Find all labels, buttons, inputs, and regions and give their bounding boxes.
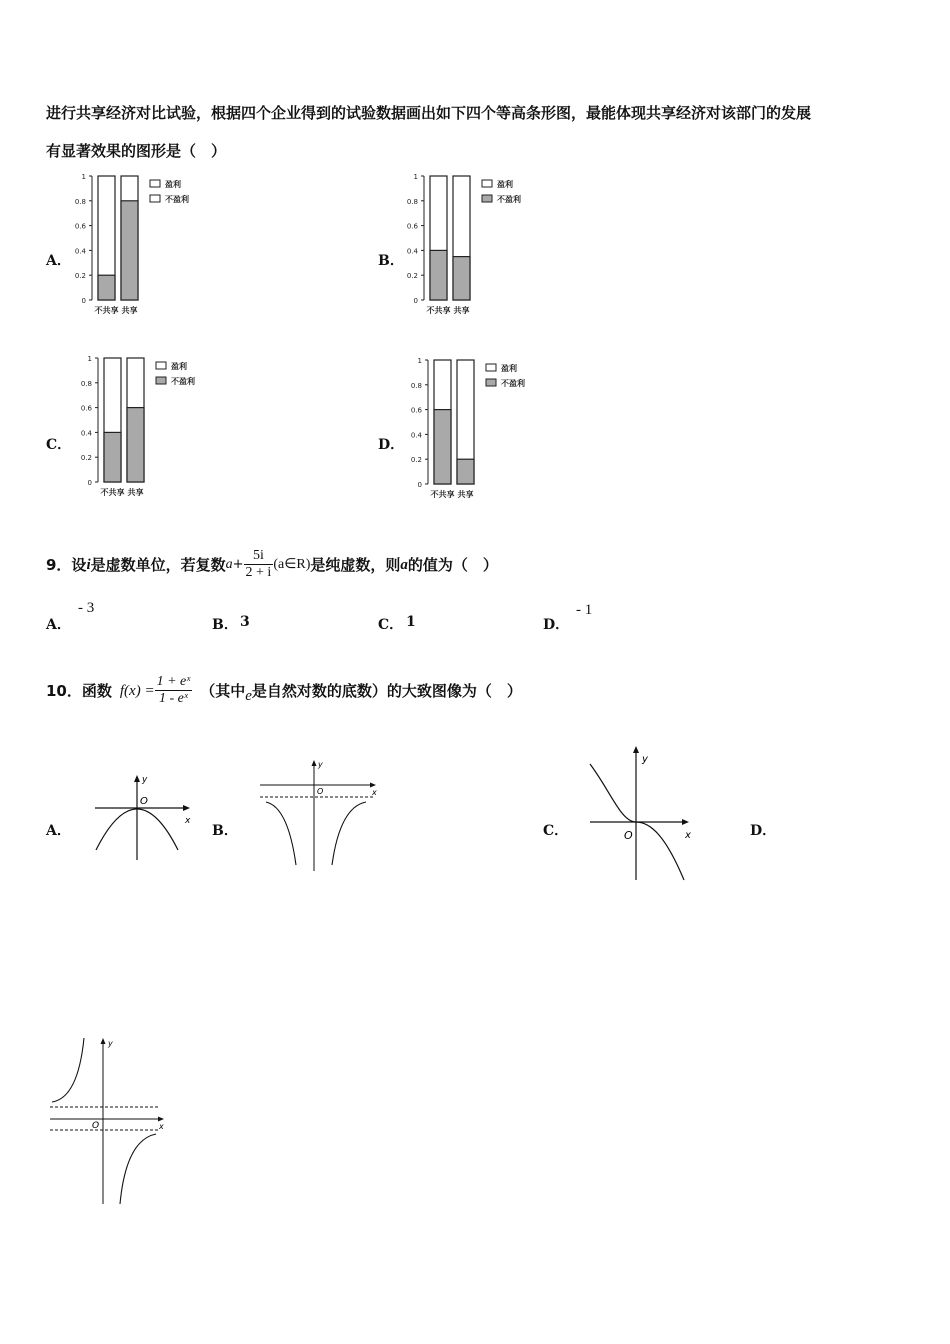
q10-option-a-label: A．: [46, 823, 71, 839]
q10-graph-d: [46, 1032, 171, 1207]
q9-option-a-label: A．: [46, 617, 71, 633]
chart-c-tick-label: 0.8: [80, 379, 92, 388]
chart-a-tick-label: 1: [81, 173, 86, 181]
chart-c-x-label: 共享: [127, 488, 144, 497]
chart-b-tick-label: 0: [413, 297, 418, 305]
q9-frac-den: 2 + i: [245, 565, 272, 580]
q9-option-c-value: 1: [406, 614, 416, 630]
x-label: x: [185, 816, 191, 826]
x-label: x: [685, 830, 691, 841]
q10-stem: [46, 674, 522, 707]
chart-a-x-label: 共享: [121, 306, 138, 315]
origin-label: O: [140, 796, 148, 807]
chart-b-tick-label: 1: [413, 173, 418, 181]
q9-option-b-value: 3: [240, 614, 250, 630]
chart-b-legend-label: 盈利: [497, 180, 513, 189]
chart-d-legend-label: 不盈利: [501, 379, 525, 388]
chart-b-legend-label: 不盈利: [497, 195, 521, 204]
origin-label: O: [624, 829, 633, 842]
chart-d-legend-swatch-profit: [486, 364, 496, 371]
chart-a-tick-label: 0.4: [74, 247, 86, 256]
q8-option-d-label: D．: [378, 437, 405, 453]
q10-note1: （其中: [200, 681, 246, 700]
chart-a-x-label: 不共享: [94, 306, 119, 315]
chart-b-tick-label: 0.8: [406, 197, 418, 206]
q10-graph-c: [586, 742, 698, 882]
chart-c-legend-swatch-profit: [156, 362, 166, 369]
chart-c-bar-unprofit-1: [127, 408, 144, 482]
chart-a-tick-label: 0: [81, 297, 86, 305]
origin-label: O: [317, 787, 324, 796]
chart-b: [402, 170, 562, 322]
chart-d-legend-label: 盈利: [501, 364, 517, 373]
q9-frac-num: 5i: [244, 548, 274, 565]
chart-c-tick-label: 0.6: [80, 404, 92, 413]
q10-fraction: [155, 674, 193, 707]
q10-option-b-label: B．: [212, 823, 238, 839]
chart-b-tick-label: 0.4: [406, 247, 418, 256]
chart-b-tick-label: 0.2: [406, 272, 418, 281]
q8-stem-line1: 进行共享经济对比试验，根据四个企业得到的试验数据画出如下四个等高条形图，最能体现共享经济对该部门的发展: [46, 104, 812, 122]
q10-graph-b: [258, 755, 383, 875]
y-label: y: [108, 1039, 113, 1048]
y-axis-arrow: [101, 1038, 106, 1044]
q9-suffix: 的值为（ ）: [407, 555, 498, 574]
chart-b-bar-unprofit-1: [453, 257, 470, 300]
q8-option-c-label: C．: [46, 437, 72, 453]
y-label: y: [642, 754, 648, 765]
chart-c-legend-label: 不盈利: [171, 377, 195, 386]
y-label: y: [318, 760, 323, 769]
chart-d-legend-swatch-unprofit: [486, 379, 496, 386]
chart-d-x-label: 不共享: [430, 490, 455, 499]
chart-c-tick-label: 0.2: [80, 454, 92, 463]
chart-c-bar-unprofit-0: [104, 432, 121, 482]
right-branch: [332, 802, 366, 865]
q9-mid1: 是虚数单位，若复数: [90, 555, 226, 574]
chart-a-tick-label: 0.2: [74, 272, 86, 281]
chart-d-tick-label: 0.4: [410, 431, 422, 440]
q10-prefix: 10．函数: [46, 681, 112, 700]
chart-d-tick-label: 0.6: [410, 406, 422, 415]
chart-a: [70, 170, 230, 322]
q9-condition: (a∈R): [273, 556, 311, 572]
chart-d-tick-label: 0.2: [410, 456, 422, 465]
y-axis-arrow: [134, 775, 140, 782]
chart-a-tick-label: 0.8: [74, 197, 86, 206]
y-label: y: [142, 775, 148, 785]
q9-i: i: [86, 556, 91, 573]
chart-a-bar-unprofit-0: [98, 275, 115, 300]
x-axis-arrow: [158, 1117, 164, 1122]
q9-fraction: [244, 548, 274, 581]
chart-b-legend-swatch-profit: [482, 180, 492, 187]
q9-option-d-label: D．: [543, 617, 570, 633]
chart-a-legend-label: 不盈利: [165, 195, 189, 204]
chart-a-legend-swatch-profit: [150, 180, 160, 187]
x-axis-arrow: [183, 805, 190, 811]
q10-option-d-label: D．: [750, 823, 777, 839]
chart-a-legend-swatch-unprofit: [150, 195, 160, 202]
q9-mid2: 是纯虚数，则: [310, 555, 401, 574]
chart-b-bar-unprofit-0: [430, 250, 447, 300]
q9-option-b-label: B．: [212, 617, 238, 633]
left-branch: [266, 802, 296, 865]
q8-stem-line2: 有显著效果的图形是（ ）: [46, 142, 227, 160]
q9-option-a-value: - 3: [78, 600, 95, 616]
chart-c-x-label: 不共享: [100, 488, 125, 497]
chart-c-legend-label: 盈利: [171, 362, 187, 371]
chart-b-x-label: 共享: [453, 306, 470, 315]
x-label: x: [372, 788, 377, 797]
q10-fx: f(x) =: [119, 682, 155, 699]
origin-label: O: [92, 1121, 100, 1131]
q9-option-c-label: C．: [378, 617, 404, 633]
chart-d-tick-label: 1: [417, 357, 422, 365]
q9-a: a: [225, 556, 233, 572]
q9-plus: +: [232, 556, 244, 572]
chart-d-tick-label: 0.8: [410, 381, 422, 390]
q9-prefix: 9．设: [46, 555, 87, 574]
q9-a2: a: [400, 556, 408, 573]
chart-d-tick-label: 0: [417, 481, 422, 489]
x-label: x: [159, 1122, 164, 1131]
chart-d: [406, 354, 566, 506]
x-axis-arrow: [682, 819, 689, 825]
q10-e: e: [245, 687, 252, 704]
chart-d-bar-unprofit-1: [457, 459, 474, 484]
chart-b-legend-swatch-unprofit: [482, 195, 492, 202]
chart-c-tick-label: 1: [87, 355, 92, 363]
chart-b-tick-label: 0.6: [406, 222, 418, 231]
q10-graph-a: [90, 770, 200, 865]
left-branch: [52, 1038, 84, 1102]
q9-stem: [46, 548, 498, 581]
right-branch: [120, 1134, 156, 1204]
q10-frac-num: 1 + eˣ: [156, 674, 191, 689]
chart-a-bar-unprofit-1: [121, 201, 138, 300]
chart-c-legend-swatch-unprofit: [156, 377, 166, 384]
q10-option-c-label: C．: [543, 823, 569, 839]
chart-d-bar-unprofit-0: [434, 410, 451, 484]
q10-note2: 是自然对数的底数）的大致图像为（ ）: [251, 681, 522, 700]
q8-option-a-label: A．: [46, 253, 71, 269]
chart-c-tick-label: 0.4: [80, 429, 92, 438]
q10-frac-den: 1 - eˣ: [158, 691, 188, 706]
y-axis-arrow: [633, 746, 639, 753]
chart-c-tick-label: 0: [87, 479, 92, 487]
y-axis-arrow: [312, 760, 317, 766]
chart-d-x-label: 共享: [457, 490, 474, 499]
q8-option-b-label: B．: [378, 253, 404, 269]
chart-a-tick-label: 0.6: [74, 222, 86, 231]
x-axis-arrow: [370, 783, 376, 788]
chart-b-x-label: 不共享: [426, 306, 451, 315]
chart-a-legend-label: 盈利: [165, 180, 181, 189]
q9-option-d-value: - 1: [576, 602, 593, 618]
chart-c: [76, 352, 236, 504]
